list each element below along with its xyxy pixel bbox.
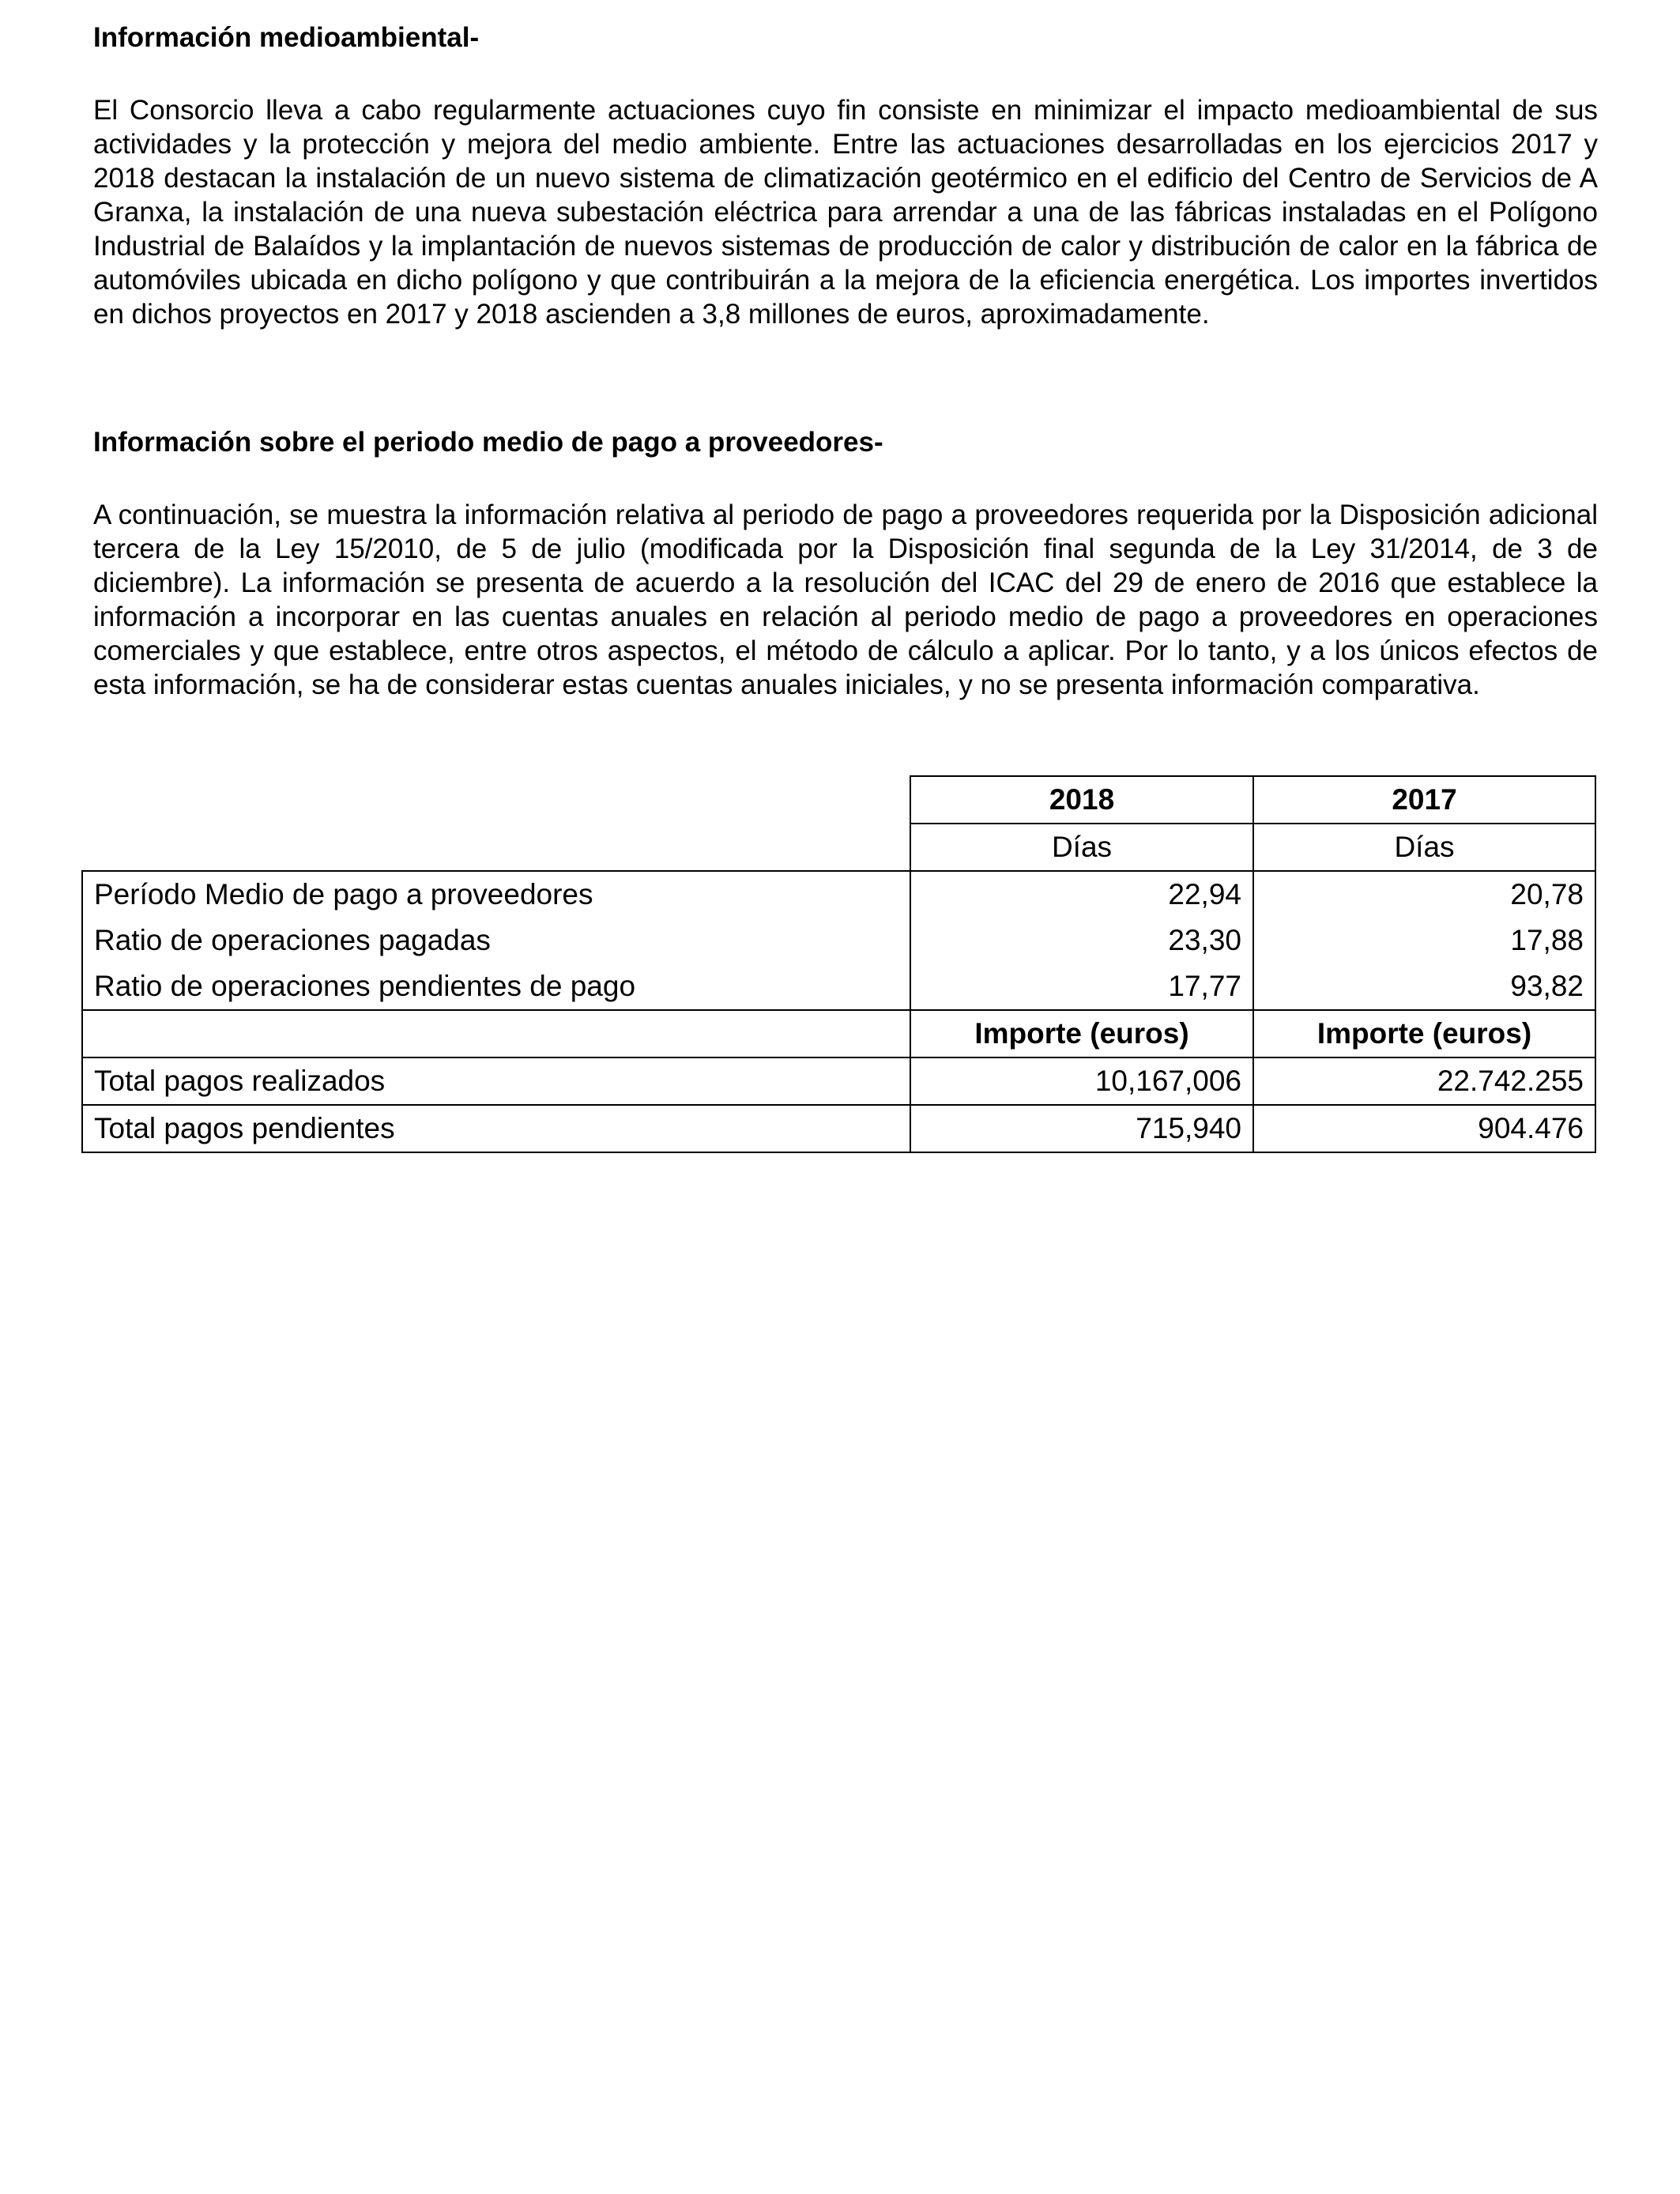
value-2018: 715,940 — [910, 1105, 1253, 1152]
value-2018: 23,30 — [910, 918, 1253, 963]
table-corner — [82, 776, 910, 824]
table-row — [82, 871, 1595, 918]
table-header-units — [82, 824, 1595, 871]
payment-paragraph: A continuación, se muestra la información relativa al periodo de pago a proveedores requerida por la Disposición adicional tercera de la Ley 15/2010, de 5 de julio (modificada por la Disposición final segunda de la Ley 31/2014, de 3 de diciembre). La información se presenta de acuerdo a la resolución del ICAC del 29 de enero de 2016 que establece la información a incorporar en las cuentas anuales en relación al periodo medio de pago a proveedores en operaciones comerciales y que establece, entre otros aspectos, el método de cálculo a aplicar. Por lo tanto, y a los únicos efectos de esta información, se ha de considerar estas cuentas anuales iniciales, y no se presenta información comparativa. — [93, 499, 1598, 700]
value-2018: 10,167,006 — [910, 1057, 1253, 1105]
environment-paragraph: El Consorcio lleva a cabo regularmente actuaciones cuyo fin consiste en minimizar el impacto medioambiental de sus actividades y la protección y mejora del medio ambiente. Entre las actuaciones desarrolladas en los ejercicios 2017 y 2018 destacan la instalación de un nuevo sistema de climatización geotérmico en el edificio del Centro de Servicios de A Granxa, la instalación de una nueva subestación eléctrica para arrendar a una de las fábricas instaladas en el Polígono Industrial de Balaídos y la implantación de nuevos sistemas de producción de calor y distribución de calor en la fábrica de automóviles ubicada en dicho polígono y que contribuirán a la mejora de la eficiencia energética. Los importes invertidos en dichos proyectos en 2017 y 2018 ascienden a 3,8 millones de euros, aproximadamente. — [93, 95, 1598, 330]
row-label: Total pagos realizados — [82, 1057, 910, 1105]
value-2018: 22,94 — [910, 871, 1253, 918]
table-header-amount — [82, 1010, 1595, 1057]
row-label: Ratio de operaciones pagadas — [82, 918, 910, 963]
value-2017: 93,82 — [1253, 963, 1595, 1010]
value-2017: 17,88 — [1253, 918, 1595, 963]
unit-days-2018: Días — [910, 824, 1253, 871]
table-corner — [82, 824, 910, 871]
value-2017: 904.476 — [1253, 1105, 1595, 1152]
row-label: Período Medio de pago a proveedores — [82, 871, 910, 918]
table-row — [82, 1105, 1595, 1152]
row-label: Ratio de operaciones pendientes de pago — [82, 963, 910, 1010]
value-2017: 20,78 — [1253, 871, 1595, 918]
year-header-2017: 2017 — [1253, 776, 1595, 824]
table-row — [82, 963, 1595, 1010]
table-row — [82, 1057, 1595, 1105]
year-header-2018: 2018 — [910, 776, 1253, 824]
payment-heading: Información sobre el periodo medio de pago a proveedores- — [93, 427, 883, 458]
unit-amount-2018: Importe (euros) — [910, 1010, 1253, 1057]
unit-amount-2017: Importe (euros) — [1253, 1010, 1595, 1057]
payment-period-table — [81, 775, 1596, 1153]
table-row — [82, 918, 1595, 963]
table-header-years — [82, 776, 1595, 824]
unit-days-2017: Días — [1253, 824, 1595, 871]
table-blank-cell — [82, 1010, 910, 1057]
value-2018: 17,77 — [910, 963, 1253, 1010]
row-label: Total pagos pendientes — [82, 1105, 910, 1152]
environment-heading: Información medioambiental- — [93, 22, 480, 53]
value-2017: 22.742.255 — [1253, 1057, 1595, 1105]
